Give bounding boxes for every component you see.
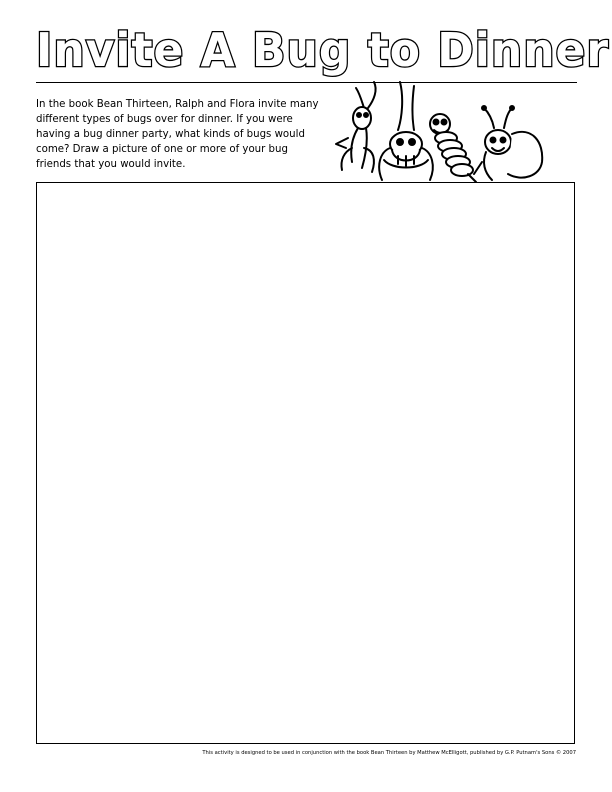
intro-text: In the book Bean Thirteen, Ralph and Flora invite many different types of bugs over for dinner. If you were having a bug dinner party, what kinds of bugs would come? Draw a picture of one or more of your bug friends that you would invite.: [36, 99, 319, 170]
page-title: Invite A Bug to Dinner: [36, 23, 610, 78]
footer-credit: This activity is designed to be used in conjunction with the book Bean Thirteen by Matthew McElligott, published by G.P. Putnam's Sons © 2007: [202, 750, 576, 756]
bug-characters-illustration: [322, 78, 552, 184]
caterpillar-icon: [430, 114, 476, 182]
beetle-icon: [379, 82, 433, 180]
drawing-box[interactable]: [36, 182, 575, 744]
ant-icon: [474, 106, 542, 180]
grasshopper-icon: [336, 82, 376, 172]
